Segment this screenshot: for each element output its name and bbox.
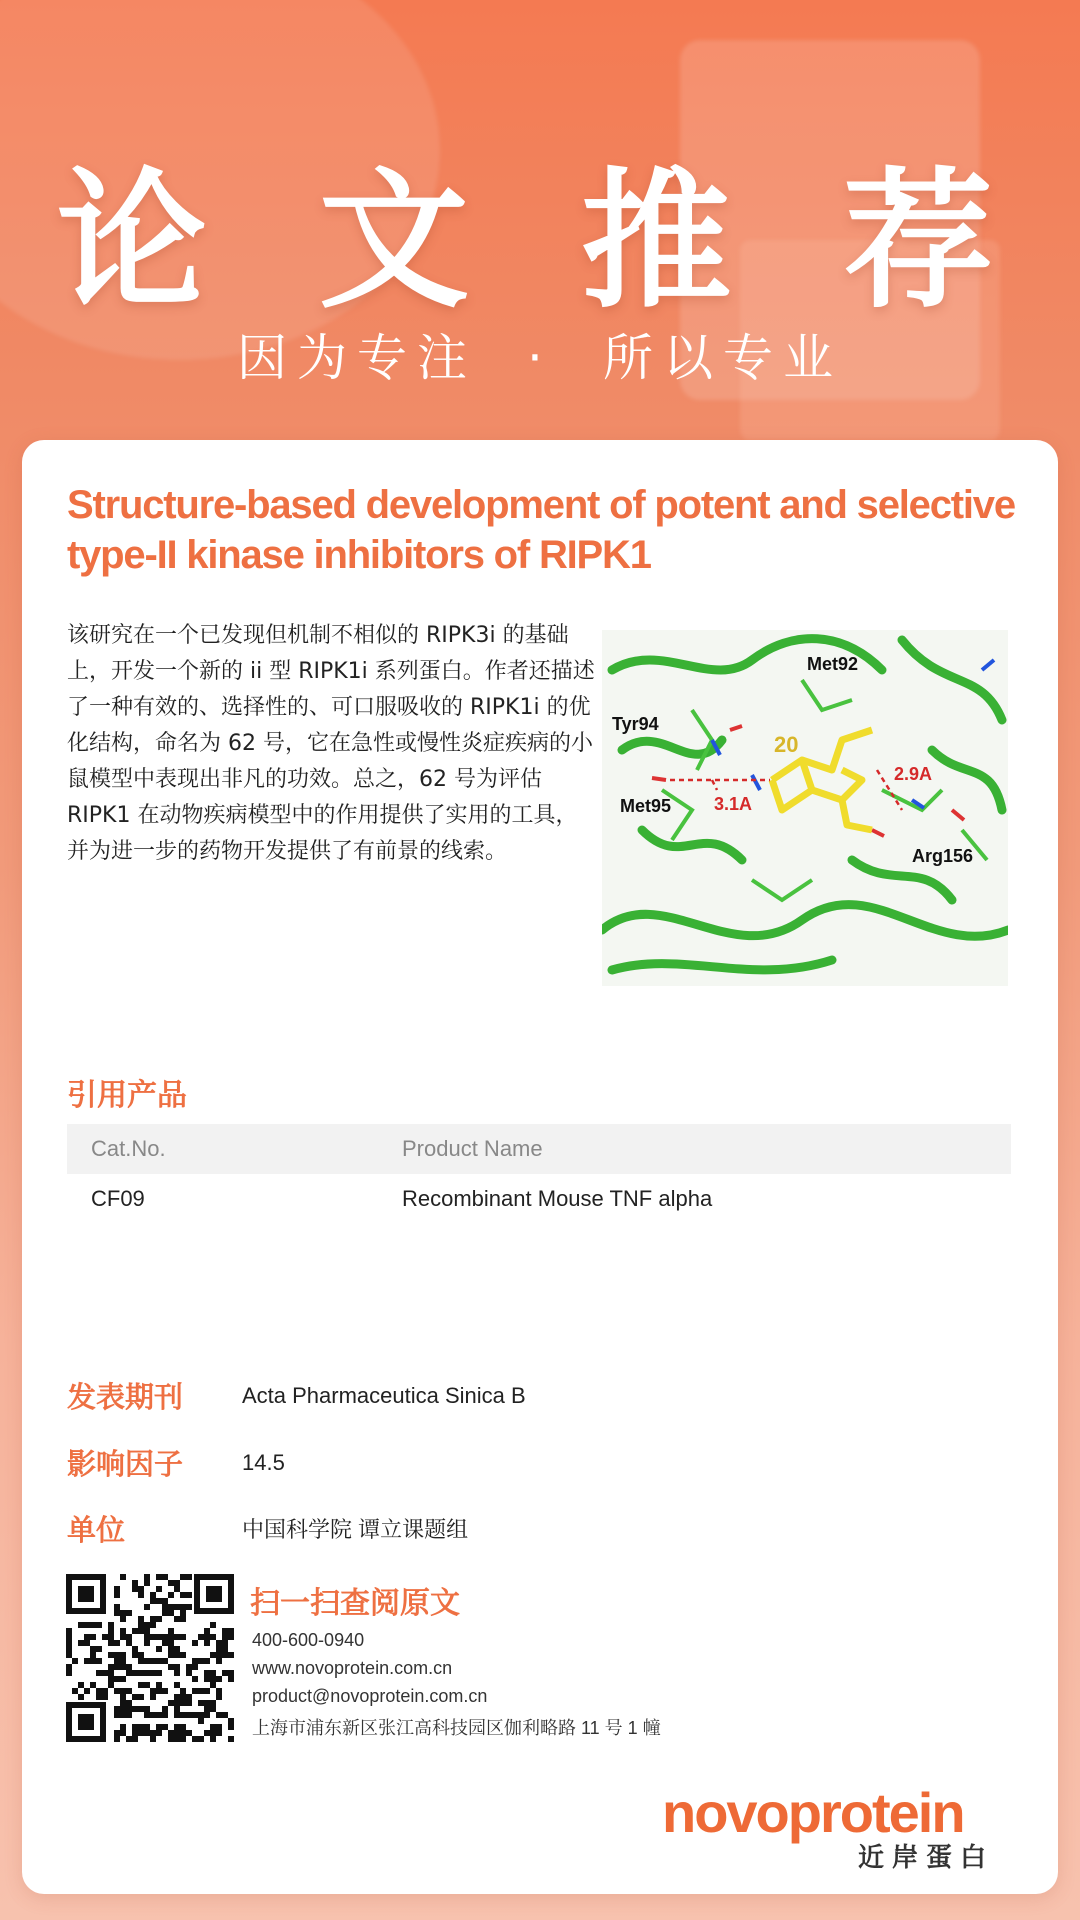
label-ligand: 20 bbox=[774, 732, 799, 757]
impact-factor-row bbox=[67, 1442, 285, 1483]
journal-row bbox=[67, 1375, 526, 1416]
unit-label: 单位 bbox=[67, 1513, 126, 1547]
products-section-label: 引用产品 bbox=[67, 1078, 187, 1113]
impact-factor-label: 影响因子 bbox=[67, 1447, 184, 1481]
column-header-product-name: Product Name bbox=[402, 1136, 543, 1161]
logo-chinese: 近岸蛋白 bbox=[858, 1843, 995, 1870]
label-tyr94: Tyr94 bbox=[612, 714, 659, 734]
contact-phone: 400-600-0940 bbox=[252, 1630, 365, 1650]
label-met95: Met95 bbox=[620, 796, 672, 816]
cell-catno: CF09 bbox=[91, 1186, 145, 1211]
label-dist1: 3.1A bbox=[714, 794, 753, 814]
label-dist2: 2.9A bbox=[894, 764, 933, 784]
page-subtitle bbox=[0, 318, 1080, 390]
impact-factor-value: 14.5 bbox=[242, 1449, 285, 1475]
contact-website[interactable]: www.novoprotein.com.cn bbox=[252, 1658, 453, 1678]
table-header bbox=[67, 1124, 1011, 1174]
qr-code[interactable] bbox=[62, 1570, 238, 1746]
unit-value: 中国科学院 谭立课题组 bbox=[242, 1517, 469, 1542]
label-met92: Met92 bbox=[807, 654, 859, 674]
contact-address: 上海市浦东新区张江高科技园区伽利略路 11 号 1 幢 bbox=[252, 1718, 661, 1738]
scan-to-read-title: 扫一扫查阅原文 bbox=[250, 1586, 460, 1621]
paper-title: Structure-based development of potent and selective type-II kinase inhibitors of RIPK1 bbox=[67, 483, 1015, 577]
subtitle-right: 所以专业 bbox=[602, 329, 843, 387]
subtitle-left: 因为专注 bbox=[237, 329, 478, 387]
table-row bbox=[67, 1174, 1011, 1224]
contact-email[interactable]: product@novoprotein.com.cn bbox=[252, 1686, 488, 1706]
structure-figure bbox=[602, 630, 1008, 986]
unit-row bbox=[67, 1508, 468, 1549]
journal-value: Acta Pharmaceutica Sinica B bbox=[242, 1382, 526, 1408]
cell-product-name: Recombinant Mouse TNF alpha bbox=[402, 1186, 713, 1211]
novoprotein-logo bbox=[662, 1780, 1032, 1870]
logo-wordmark: novoprotein bbox=[662, 1781, 964, 1844]
page-title: 论 文 推 荐 bbox=[56, 155, 1024, 329]
label-arg156: Arg156 bbox=[912, 846, 974, 866]
products-table bbox=[67, 1124, 1011, 1224]
paper-abstract: 该研究在一个已发现但机制不相似的 RIPK3i 的基础上，开发一个新的 ii 型 RIPK1i 系列蛋白。作者还描述了一种有效的、选择性的、可口服吸收的 RIPK1i 的优化结构，命名为 62 号，它在急性或慢性炎症疾病的小鼠模型中表现出非凡的功效。总之，62 号为评估 RIPK1 在动物疾病模型中的作用提供了实用的工具，并为进一步的药物开发提供了有前景的线索。 bbox=[67, 623, 595, 864]
subtitle-dot: · bbox=[527, 329, 553, 387]
column-header-catno: Cat.No. bbox=[91, 1136, 166, 1161]
content-card bbox=[22, 440, 1058, 1894]
journal-label: 发表期刊 bbox=[67, 1380, 184, 1414]
